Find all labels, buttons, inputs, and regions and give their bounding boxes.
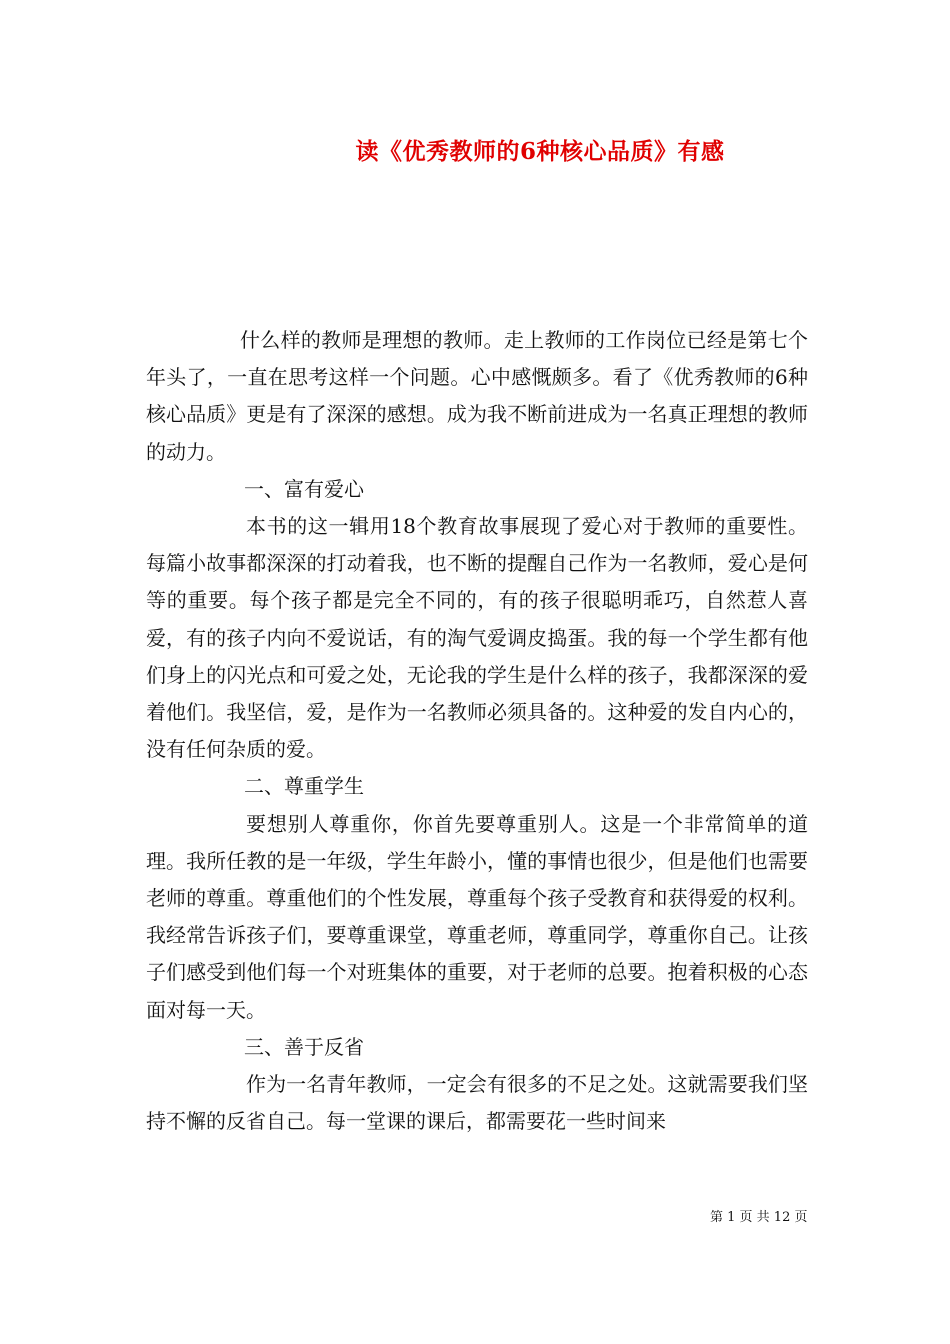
section-body-2: 要想别人尊重你，你首先要尊重别人。这是一个非常简单的道理。我所任教的是一年级，学生年龄小，懂的事情也很少，但是他们也需要老师的尊重。尊重他们的个性发展，尊重每个孩子受教育和获得爱的权利。我经常告诉孩子们，要尊重课堂，尊重老师，尊重同学，尊重你自己。让孩子们感受到他们每一个对班集体的重要，对于老师的总要。抱着积极的心态面对每一天。	[146, 811, 808, 1022]
intro-paragraph: 什么样的教师是理想的教师。走上教师的工作岗位已经是第七个年头了，一直在思考这样一个问题。心中感慨颇多。看了《优秀教师的6种核心品质》更是有了深深的感想。成为我不断前进成为一名真正理想的教师的动力。	[146, 328, 808, 464]
section-heading-3: 三、善于反省	[244, 1034, 364, 1059]
section-body-3: 作为一名青年教师，一定会有很多的不足之处。这就需要我们坚持不懈的反省自己。每一堂课的课后，都需要花一些时间来	[146, 1072, 808, 1134]
section-body-1: 本书的这一辑用18个教育故事展现了爱心对于教师的重要性。每篇小故事都深深的打动着我，也不断的提醒自己作为一名教师，爱心是何等的重要。每个孩子都是完全不同的，有的孩子很聪明乖巧，自然惹人喜爱，有的孩子内向不爱说话，有的淘气爱调皮捣蛋。我的每一个学生都有他们身上的闪光点和可爱之处，无论我的学生是什么样的孩子，我都深深的爱着他们。我坚信，爱，是作为一名教师必须具备的。这种爱的发自内心的，没有任何杂质的爱。	[146, 514, 808, 762]
section-heading-2: 二、尊重学生	[244, 774, 364, 799]
section-heading-1: 一、富有爱心	[244, 476, 364, 501]
document-body	[146, 322, 808, 1140]
page-number: 第 1 页 共 12 页	[710, 1210, 808, 1225]
document-title: 读《优秀教师的6种核心品质》有感	[355, 138, 725, 165]
